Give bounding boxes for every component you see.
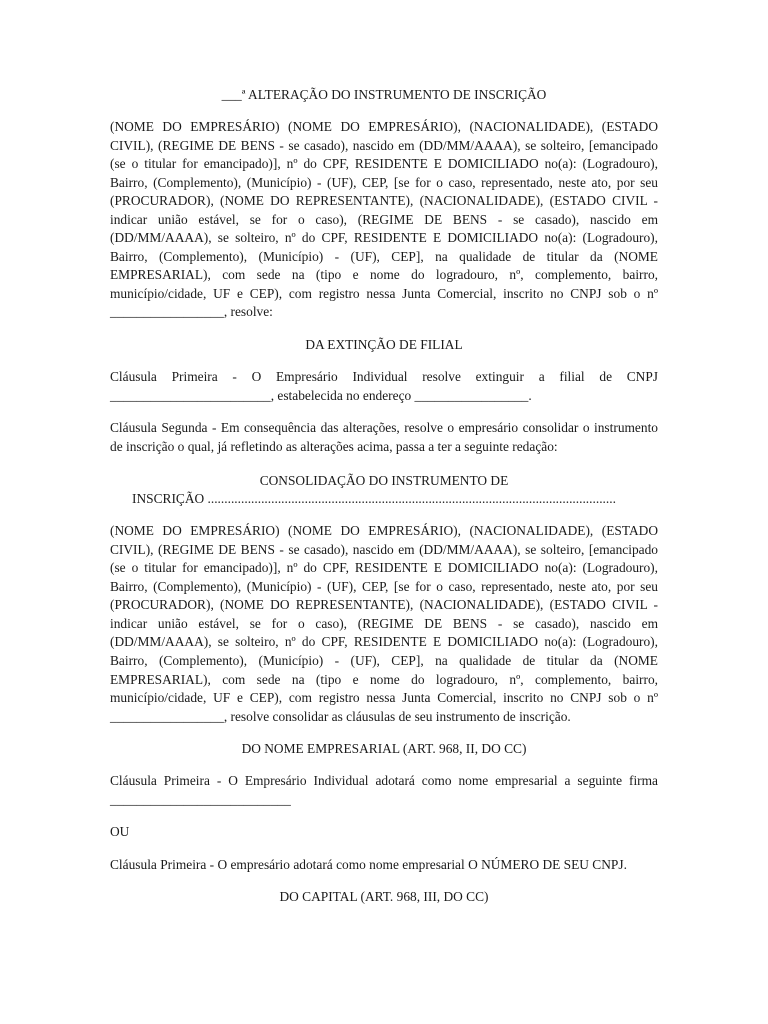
section-title-nome-empresarial: DO NOME EMPRESARIAL (ART. 968, II, DO CC) — [241, 741, 527, 757]
clausula-primeira-nome-a: Cláusula Primeira - O Empresário Individual adotará como nome empresarial a seguinte firma ___________________________ — [110, 773, 658, 807]
document-page — [110, 80, 658, 906]
ou-separator: OU — [110, 824, 130, 840]
clausula-primeira-extincao: Cláusula Primeira - O Empresário Individual resolve extinguir a filial de CNPJ ________________________, estabelecida no endereço _________________. — [110, 369, 658, 403]
document-heading: ___ª ALTERAÇÃO DO INSTRUMENTO DE INSCRIÇÃO — [221, 87, 547, 102]
clausula-primeira-nome-b: Cláusula Primeira - O empresário adotará como nome empresarial O NÚMERO DE SEU CNPJ. — [110, 856, 627, 872]
section-title-capital: DO CAPITAL (ART. 968, III, DO CC) — [279, 889, 489, 905]
clausula-segunda: Cláusula Segunda - Em consequência das alterações, resolve o empresário consolidar o instrumento de inscrição o qual, já refletindo as alterações acima, passa a ter a seguinte redação: — [110, 420, 658, 454]
consolidacao-title — [110, 472, 658, 508]
consolidacao-title-line2: INSCRIÇÃO .......................................................................................................................... — [132, 491, 616, 507]
intro-paragraph: (NOME DO EMPRESÁRIO) (NOME DO EMPRESÁRIO), (NACIONALIDADE), (ESTADO CIVIL), (REGIME DE BENS - se casado), nascido em (DD/MM/AAAA), se solteiro, [emancipado (se o titular for emancipado)], nº do CPF, RESIDENTE E DOMICILIADO no(a): (Logradouro), Bairro, (Complemento), (Município) - (UF), CEP, [se for o caso, representado, neste ato, por seu (PROCURADOR), (NOME DO REPRESENTANTE), (NACIONALIDADE), (ESTADO CIVIL - indicar união estável, se for o caso), (REGIME DE BENS - se casado), nascido em (DD/MM/AAAA), se solteiro, nº do CPF, RESIDENTE E DOMICILIADO no(a): (Logradouro), Bairro, (Complemento), (Município) - (UF), CEP], na qualidade de titular da (NOME EMPRESARIAL), com sede na (tipo e nome do logradouro, nº, complemento, bairro, município/cidade, UF e CEP), com registro nessa Junta Comercial, inscrito no CNPJ sob o nº _________________, resolve: — [110, 119, 658, 320]
consolidacao-title-line1: CONSOLIDAÇÃO DO INSTRUMENTO DE — [259, 473, 509, 489]
section-title-extincao: DA EXTINÇÃO DE FILIAL — [305, 337, 463, 353]
consol-paragraph: (NOME DO EMPRESÁRIO) (NOME DO EMPRESÁRIO), (NACIONALIDADE), (ESTADO CIVIL), (REGIME DE BENS - se casado), nascido em (DD/MM/AAAA), se solteiro, [emancipado (se o titular for emancipado)], nº do CPF, RESIDENTE E DOMICILIADO no(a): (Logradouro), Bairro, (Complemento), (Município) - (UF), CEP, [se for o caso, representado, neste ato, por seu (PROCURADOR), (NOME DO REPRESENTANTE), (NACIONALIDADE), (ESTADO CIVIL - indicar união estável, se for o caso), (REGIME DE BENS - se casado), nascido em (DD/MM/AAAA), se solteiro, nº do CPF, RESIDENTE E DOMICILIADO no(a): (Logradouro), Bairro, (Complemento), (Município) - (UF), CEP], na qualidade de titular da (NOME EMPRESARIAL), com sede na (tipo e nome do logradouro, nº, complemento, bairro, município/cidade, UF e CEP), com registro nessa Junta Comercial, inscrito no CNPJ sob o nº _________________, resolve consolidar as cláusulas de seu instrumento de inscrição. — [110, 523, 658, 724]
